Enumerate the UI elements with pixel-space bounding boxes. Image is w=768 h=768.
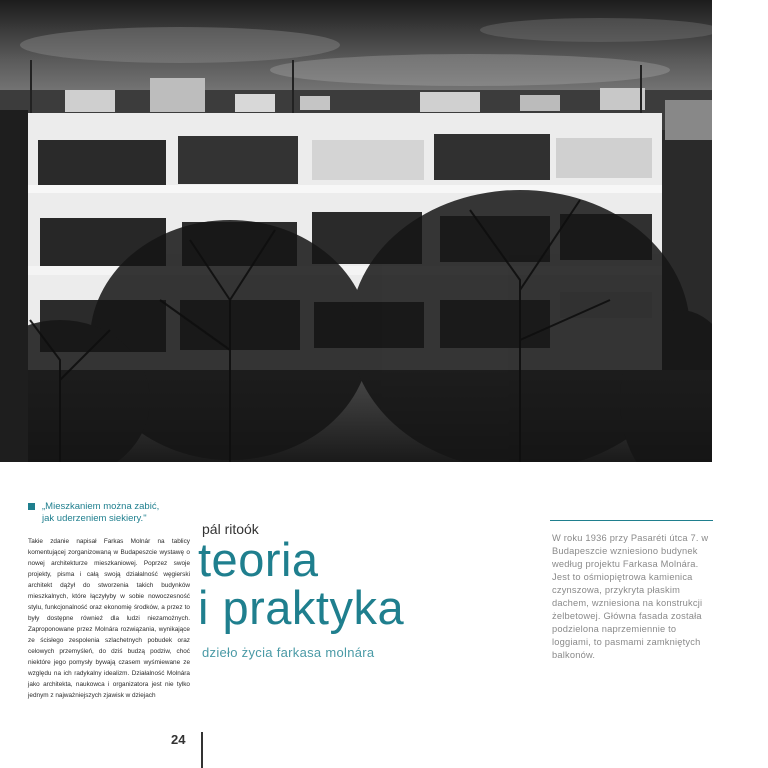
pull-quote [28, 501, 198, 525]
lede-paragraph: W roku 1936 przy Pasaréti útca 7. w Budapeszcie wzniesiono budynek według projektu Farkasa Molnára. Jest to ośmiopiętrowa kamienica czynszowa, przykryta płaskim dachem, wzniesiona na konstrukcji żelbetowej. Główna fasada została podzielona naprzemiennie to loggiami, to pasmami zamkniętych balkonów. [552, 533, 709, 660]
page-number-rule [201, 732, 203, 768]
pull-quote-text: „Mieszkaniem można zabić, jak uderzeniem siekiery." [42, 501, 160, 524]
article-subtitle: dzieło życia farkasa molnára [202, 645, 375, 660]
title-line-2: i praktyka [198, 581, 405, 634]
title-line-1: teoria [198, 533, 319, 586]
square-bullet-icon [28, 503, 35, 510]
lede-divider [550, 520, 713, 521]
page-number: 24 [171, 732, 186, 747]
author-name: pál ritoók [202, 521, 259, 537]
body-paragraph: Takie zdanie napisał Farkas Molnár na tablicy komentującej zorganizowaną w Budapeszcie wystawę o nowej architekturze mieszkaniowej. Poprzez swoje projekty, pisma i całą swoją działalność węgierski architekt dążył do stworzenia takich budynków mieszkalnych, które łączyłyby w sobie nowoczesność stylu, funkcjonalność oraz ekonomię środków, a przez to były dostępne również dla ludzi niezamożnych. Zaproponowane przez Molnára rozwiązania, wynikające ze ścisłego zespolenia szlachetnych pobudek oraz celowych przemyśleń, do dziś budzą podziw, choć niektóre jego pomysły bywają czasem wyśmiewane ze względu na ich radykalny idealizm. Działalność Molnára jako architekta, naukowca i organizatora jest nie tylko jednym z najważniejszych zjawisk w dziejach [28, 538, 190, 699]
article-title [198, 533, 405, 634]
